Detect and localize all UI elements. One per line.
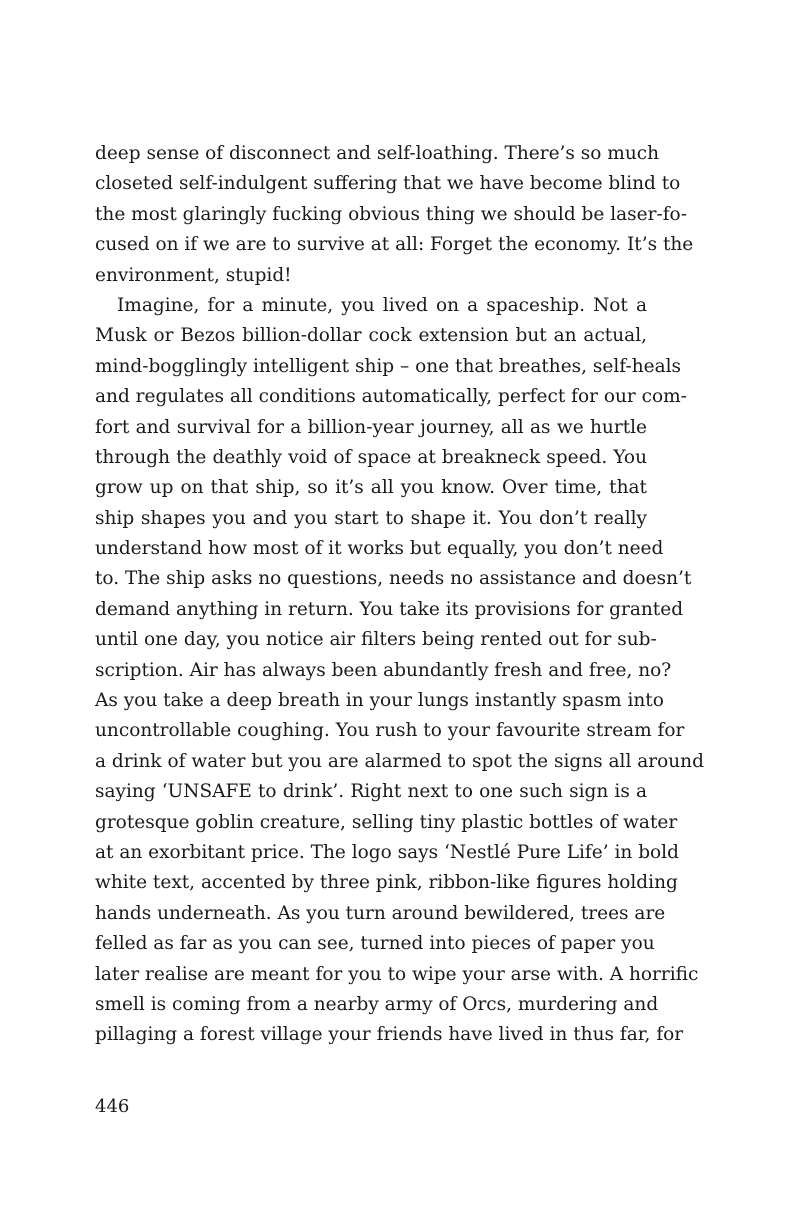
text-line: demand anything in return. You take its provisions for granted [95, 598, 684, 620]
text-line: pillaging a forest village your friends have lived in thus far, for [95, 1024, 684, 1046]
text-line: uncontrollable coughing. You rush to your favourite stream for [95, 720, 685, 742]
text-line: and regulates all conditions automatically, perfect for our com- [95, 386, 687, 408]
text-line: smell is coming from a nearby army of Orcs, murdering and [95, 993, 659, 1015]
text-line: grow up on that ship, so it’s all you know. Over time, that [95, 477, 647, 499]
text-line: mind-bogglingly intelligent ship – one that breathes, self-heals [95, 355, 682, 377]
text-line: hands underneath. As you turn around bewildered, trees are [95, 902, 666, 924]
text-line: through the deathly void of space at breakneck speed. You [95, 446, 647, 468]
text-line: ship shapes you and you start to shape it. You don’t really [95, 507, 647, 529]
text-line: felled as far as you can see, turned into pieces of paper you [95, 933, 655, 955]
text-line: scription. Air has always been abundantly fresh and free, no? [95, 659, 672, 681]
text-line: cused on if we are to survive at all: Forget the economy. It’s the [95, 234, 694, 256]
text-line: white text, accented by three pink, ribbon-like figures holding [95, 872, 678, 894]
text-line: at an exorbitant price. The logo says ‘Nestlé Pure Life’ in bold [95, 841, 679, 863]
text-line: until one day, you notice air filters being rented out for sub- [95, 629, 657, 651]
page-number: 446 [95, 1096, 130, 1117]
text-line: understand how most of it works but equally, you don’t need [95, 538, 664, 560]
body-text [95, 139, 704, 1051]
text-line: grotesque goblin creature, selling tiny plastic bottles of water [95, 811, 678, 833]
text-line: later realise are meant for you to wipe your arse with. A horrific [95, 963, 699, 985]
text-line: a drink of water but you are alarmed to spot the signs all around [95, 750, 704, 772]
text-line: environment, stupid! [95, 264, 292, 286]
text-line: saying ‘UNSAFE to drink’. Right next to one such sign is a [95, 781, 647, 803]
text-line: Musk or Bezos billion-dollar cock extension but an actual, [95, 325, 647, 347]
text-line: As you take a deep breath in your lungs instantly spasm into [95, 690, 664, 712]
text-line: to. The ship asks no questions, needs no assistance and doesn’t [95, 568, 692, 590]
text-line: Imagine, for a minute, you lived on a spaceship. Not a [117, 294, 647, 316]
text-line: closeted self-indulgent suffering that we have become blind to [95, 173, 681, 195]
text-line: fort and survival for a billion-year journey, all as we hurtle [95, 416, 647, 438]
text-line: deep sense of disconnect and self-loathing. There’s so much [95, 143, 660, 164]
text-line: the most glaringly fucking obvious thing we should be laser-fo- [95, 203, 687, 225]
